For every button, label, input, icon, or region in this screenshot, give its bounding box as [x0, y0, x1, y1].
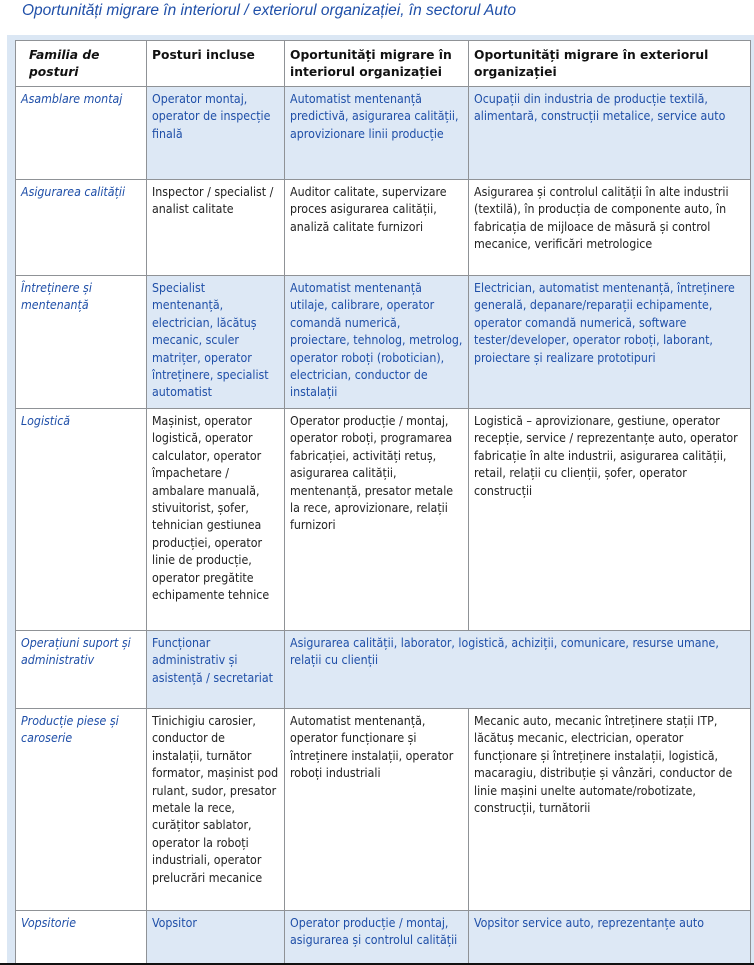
- table-row: [16, 276, 751, 409]
- family-cell: Operațiuni suport și administrativ: [16, 631, 147, 709]
- column-header: Oportunități migrare în exteriorul organizației: [469, 41, 751, 87]
- table-row: [16, 709, 751, 911]
- posts-cell: Vopsitor: [147, 911, 285, 965]
- posts-cell: Funcționar administrativ și asistență / secretariat: [147, 631, 285, 709]
- table-row: [16, 631, 751, 709]
- family-cell: Vopsitorie: [16, 911, 147, 965]
- table-row: [16, 409, 751, 631]
- internal-cell: Automatist mentenanță, operator funcționare și întreținere instalații, operator roboți industriali: [285, 709, 469, 911]
- posts-cell: Inspector / specialist / analist calitate: [147, 180, 285, 276]
- internal-cell: Automatist mentenanță predictivă, asigurarea calității, aprovizionare linii producție: [285, 87, 469, 180]
- external-cell: Logistică – aprovizionare, gestiune, operator recepție, service / reprezentanțe auto, operator fabricație în alte industrii, asigurarea calității, retail, relații cu clienții, șofer, operator construcții: [469, 409, 751, 631]
- table-row: [16, 911, 751, 965]
- family-cell: Producție piese și caroserie: [16, 709, 147, 911]
- family-cell: Întreținere și mentenanță: [16, 276, 147, 409]
- external-cell: Mecanic auto, mecanic întreținere stații ITP, lăcătuș mecanic, electrician, operator funcționare și întreținere instalații, logistică, macaragiu, distribuție și vânzări, conductor de linie mașini unelte automate/robotizate, construcții, turnătorii: [469, 709, 751, 911]
- column-header: Familia de posturi: [16, 41, 147, 87]
- header-row: [16, 41, 751, 87]
- posts-cell: Operator montaj, operator de inspecție finală: [147, 87, 285, 180]
- external-cell: Ocupații din industria de producție textilă, alimentară, construcții metalice, service auto: [469, 87, 751, 180]
- column-header: Posturi incluse: [147, 41, 285, 87]
- family-cell: Asamblare montaj: [16, 87, 147, 180]
- migration-table: [15, 40, 751, 965]
- merged-opportunities-cell: Asigurarea calității, laborator, logistică, achiziții, comunicare, resurse umane, relații cu clienții: [285, 631, 751, 709]
- external-cell: Asigurarea și controlul calității în alte industrii (textilă), în producția de componente auto, în fabricația de mijloace de măsură și control mecanice, verificări metrologice: [469, 180, 751, 276]
- table-frame: [7, 35, 754, 965]
- posts-cell: Tinichigiu carosier, conductor de instalații, turnător formator, mașinist pod rulant, sudor, presator metale la rece, curățitor sablator, operator la roboți industriali, operator prelucrări mecanice: [147, 709, 285, 911]
- external-cell: Vopsitor service auto, reprezentanțe auto: [469, 911, 751, 965]
- family-cell: Logistică: [16, 409, 147, 631]
- family-cell: Asigurarea calității: [16, 180, 147, 276]
- internal-cell: Operator producție / montaj, operator roboți, programarea fabricației, activități retuș, asigurarea calității, mentenanță, presator metale la rece, aprovizionare, relații furnizori: [285, 409, 469, 631]
- internal-cell: Auditor calitate, supervizare proces asigurarea calității, analiză calitate furnizori: [285, 180, 469, 276]
- external-cell: Electrician, automatist mentenanță, întreținere generală, depanare/reparații echipamente, operator comandă numerică, software tester/developer, operator roboți, laborant, proiectare și realizare prototipuri: [469, 276, 751, 409]
- internal-cell: Operator producție / montaj, asigurarea și controlul calității: [285, 911, 469, 965]
- posts-cell: Mașinist, operator logistică, operator calculator, operator împachetare / ambalare manuală, stivuitorist, șofer, tehnician gestiunea producției, operator linie de producție, operator pregătite echipamente tehnice: [147, 409, 285, 631]
- table-caption: Oportunități migrare în interiorul / exteriorul organizației, în sectorul Auto: [22, 2, 516, 19]
- table-row: [16, 87, 751, 180]
- internal-cell: Automatist mentenanță utilaje, calibrare, operator comandă numerică, proiectare, tehnolog, metrolog, operator roboți (robotician), electrician, conductor de instalații: [285, 276, 469, 409]
- column-header: Oportunități migrare în interiorul organizației: [285, 41, 469, 87]
- posts-cell: Specialist mentenanță, electrician, lăcătuș mecanic, sculer matrițer, operator întreținere, specialist automatist: [147, 276, 285, 409]
- table-row: [16, 180, 751, 276]
